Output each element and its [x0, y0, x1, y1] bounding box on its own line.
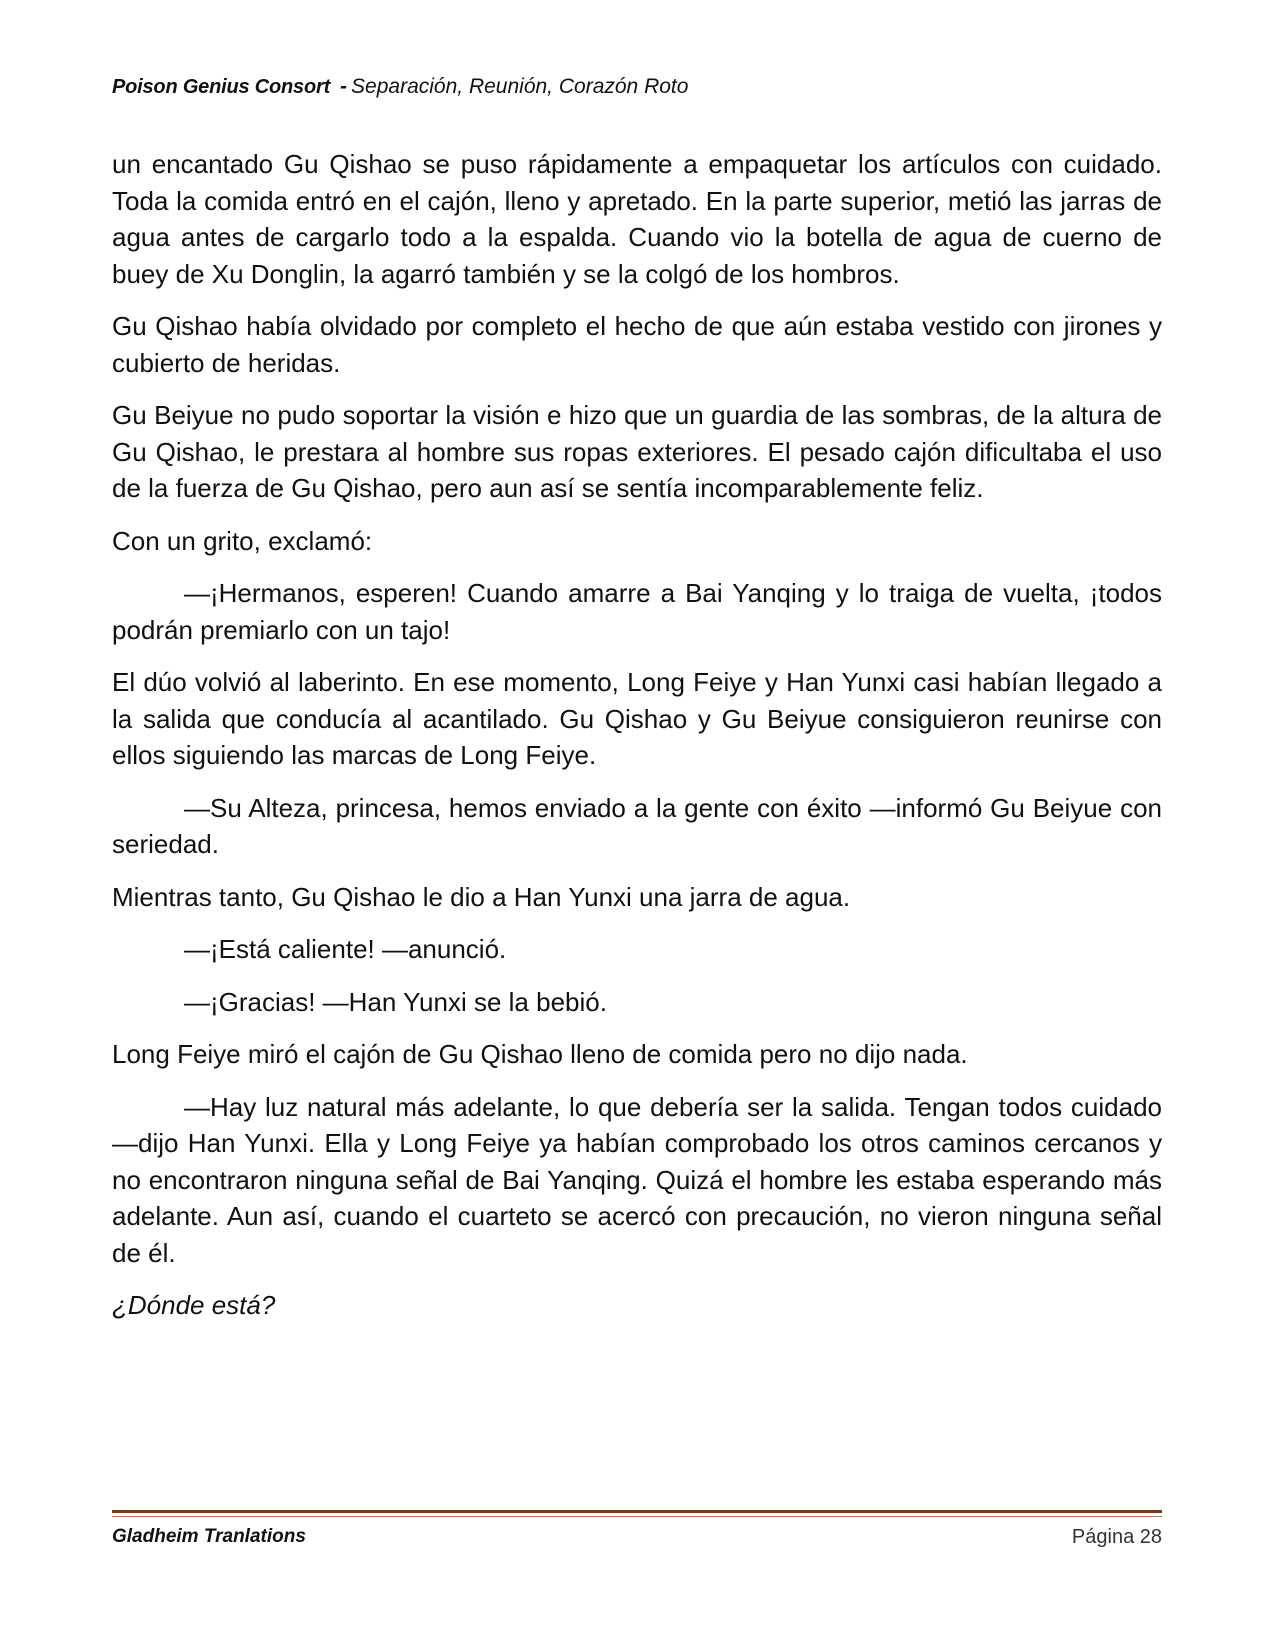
footer-divider: [112, 1510, 1162, 1513]
dialog-paragraph: —Hay luz natural más adelante, lo que debería ser la salida. Tengan todos cuidado —dijo Han Yunxi. Ella y Long Feiye ya habían comprobado los otros caminos cercanos y no encontraron ninguna señal de Bai Yanqing. Quizá el hombre les estaba esperando más adelante. Aun así, cuando el cuarteto se acercó con precaución, no vieron ninguna señal de él.: [112, 1091, 1162, 1268]
dialog-paragraph: —¡Gracias! —Han Yunxi se la bebió.: [184, 986, 607, 1017]
dialog-paragraph: —¡Hermanos, esperen! Cuando amarre a Bai Yanqing y lo traiga de vuelta, ¡todos podrán premiarlo con un tajo!: [112, 578, 1162, 645]
page-header: [112, 72, 1162, 104]
paragraph: Gu Beiyue no pudo soportar la visión e hizo que un guardia de las sombras, de la altura de Gu Qishao, le prestara al hombre sus ropas exteriores. El pesado cajón dificultaba el uso de la fuerza de Gu Qishao, pero aun así se sentía incomparablemente feliz.: [112, 400, 1162, 503]
dialog-paragraph: —¡Está caliente! —anunció.: [184, 934, 507, 964]
paragraph: Long Feiye miró el cajón de Gu Qishao lleno de comida pero no dijo nada.: [112, 1039, 968, 1069]
book-title: Poison Genius Consort: [112, 76, 331, 98]
page-number: Página 28: [1071, 1526, 1162, 1548]
page-body: [112, 146, 1162, 1340]
paragraph: un encantado Gu Qishao se puso rápidamente a empaquetar los artículos con cuidado. Toda la comida entró en el cajón, lleno y apretado. En la parte superior, metió las jarras de agua antes de cargarlo todo a la espalda. Cuando vio la botella de agua de cuerno de buey de Xu Donglin, la agarró también y se la colgó de los hombros.: [112, 149, 1162, 289]
paragraph: Con un grito, exclamó:: [112, 525, 373, 556]
footer-publisher: Gladheim Tranlations: [112, 1526, 306, 1547]
footer-divider-thin: [112, 1516, 1162, 1517]
dialog-paragraph: —Su Alteza, princesa, hemos enviado a la gente con éxito —informó Gu Beiyue con seriedad.: [112, 792, 1162, 859]
header-separator: -: [340, 75, 348, 98]
chapter-title: Separación, Reunión, Corazón Roto: [351, 75, 689, 98]
thought-paragraph: ¿Dónde está?: [112, 1290, 276, 1320]
paragraph: El dúo volvió al laberinto. En ese momento, Long Feiye y Han Yunxi casi habían llegado a la salida que conducía al acantilado. Gu Qishao y Gu Beiyue consiguieron reunirse con ellos siguiendo las marcas de Long Feiye.: [112, 667, 1162, 770]
paragraph: Gu Qishao había olvidado por completo el hecho de que aún estaba vestido con jirones y cubierto de heridas.: [112, 311, 1162, 378]
paragraph: Mientras tanto, Gu Qishao le dio a Han Yunxi una jarra de agua.: [112, 881, 851, 912]
